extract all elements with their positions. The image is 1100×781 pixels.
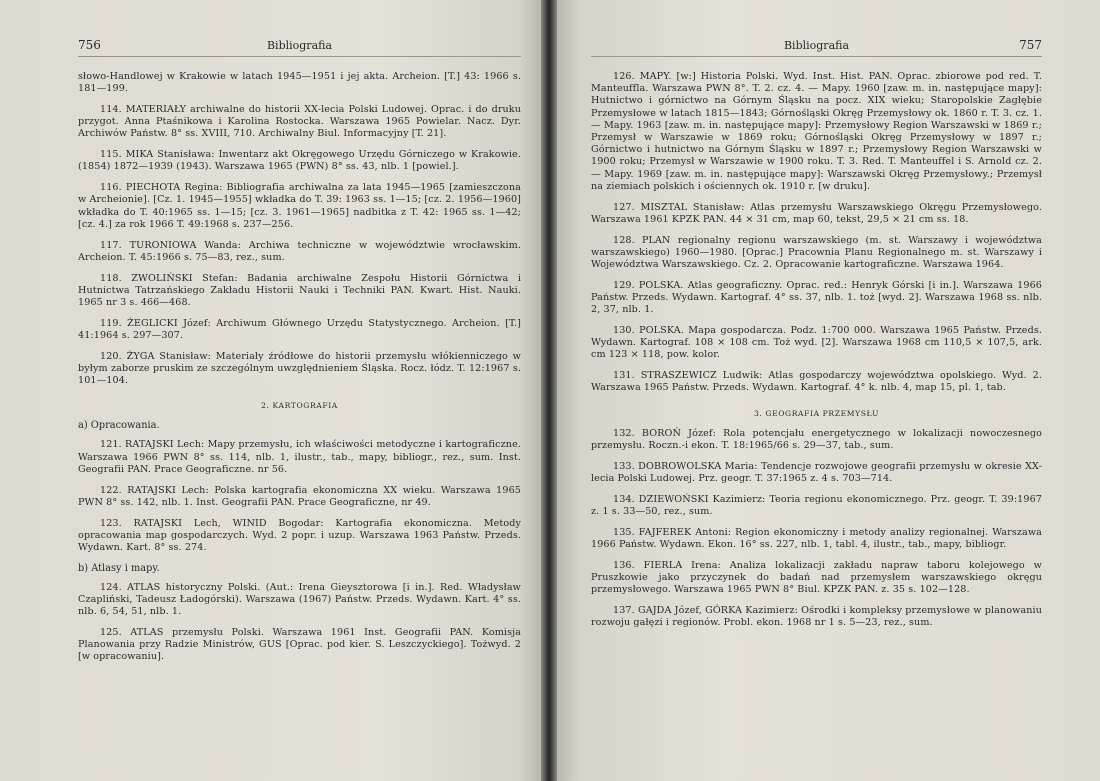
page-number: 757 [1019, 38, 1042, 52]
left-page-header [78, 38, 521, 57]
bibliography-entry: 118. ZWOLIŃSKI Stefan: Badania archiwalne Zespołu Historii Górnictwa i Hutnictwa Tatrzańskiego Zakładu Historii Nauki i Techniki PAN. Kwart. Hist. Nauki. 1965 nr 3 s. 466—468. [78, 272, 521, 309]
bibliography-entry: 135. FAJFEREK Antoni: Region ekonomiczny i metody analizy regionalnej. Warszawa 1966 Państw. Wydawn. Ekon. 16° ss. 227, nlb. 1, tabl. 4, ilustr., tab., mapy, bibliogr. [591, 526, 1042, 550]
bibliography-entry: 133. DOBROWOLSKA Maria: Tendencje rozwojowe geografii przemysłu w okresie XX-lecia Polski Ludowej. Prz. geogr. T. 37:1965 z. 4 s. 703—714. [591, 460, 1042, 484]
subsection-heading: a) Opracowania. [78, 420, 160, 432]
right-page [557, 0, 1100, 781]
bibliography-entry: 137. GAJDA Józef, GÓRKA Kazimierz: Ośrodki i kompleksy przemysłowe w planowaniu rozwoju gałęzi i regionów. Probl. ekon. 1968 nr 1 s. 5—23, rez., sum. [591, 604, 1042, 629]
left-page [0, 0, 541, 781]
page-number: 756 [78, 38, 101, 52]
right-page-header [591, 38, 1042, 57]
bibliography-entry: 136. FIERLA Irena: Analiza lokalizacji zakładu napraw taboru kolejowego w Pruszkowie jako przyczynek do badań nad przemysłem warszawskiego okręgu przemysłowego. Warszawa 1965 PWN 8° Biul. KPZK PAN. z. 35 s. 102—128. [591, 559, 1042, 596]
bibliography-entry: 128. PLAN regionalny regionu warszawskiego (m. st. Warszawy i województwa warszawskiego) 1960—1980. [Oprac.] Pracownia Planu Regionalnego m. st. Warszawy i Województwa Warszawskiego. Cz. 2. Opracowanie kartograficzne. Warszawa 1964. [591, 234, 1042, 271]
bibliography-entry: 119. ŻEGLICKI Józef: Archiwum Głównego Urzędu Statystycznego. Archeion. [T.] 41:1964 s. 297—307. [78, 317, 521, 342]
bibliography-entry: słowo-Handlowej w Krakowie w latach 1945—1951 i jej akta. Archeion. [T.] 43: 1966 s. 181—199. [78, 71, 521, 95]
bibliography-entry: 132. BOROŃ Józef: Rola potencjału energetycznego w lokalizacji nowoczesnego przemysłu. Roczn.-i ekon. T. 18:1965/66 s. 29—37, tab., sum. [591, 427, 1042, 451]
bibliography-entry: 120. ŻYGA Stanisław: Materiały źródłowe do historii przemysłu włókienniczego w byłym zaborze pruskim ze szczególnym uwzględnieniem Śląska. Rocz. łódz. T. 12:1967 s. 101—104. [78, 350, 521, 387]
bibliography-entry: 131. STRASZEWICZ Ludwik: Atlas gospodarczy województwa opolskiego. Wyd. 2. Warszawa 1965 Państw. Przeds. Wydawn. Kartograf. 4° k. nlb. 4, map 15, pl. 1, tab. [591, 370, 1042, 394]
bibliography-entry: 117. TURONIOWA Wanda: Archiwa techniczne w województwie wrocławskim. Archeion. T. 45:1966 s. 75—83, rez., sum. [78, 239, 521, 263]
bibliography-entry: 115. MIKA Stanisława: Inwentarz akt Okręgowego Urzędu Górniczego w Krakowie. (1854) 1872—1939 (1943). Warszawa 1965 (PWN) 8° ss. 43, nlb. 1 [powiel.]. [78, 149, 521, 173]
bibliography-entry: 123. RATAJSKI Lech, WINID Bogodar: Kartografia ekonomiczna. Metody opracowania map gospodarczych. Wyd. 2 popr. i uzup. Warszawa 1963 Państw. Przeds. Wydawn. Kart. 8° ss. 274. [78, 517, 521, 554]
section-heading: 3. GEOGRAFIA PRZEMYSŁU [753, 408, 880, 418]
bibliography-entry: 124. ATLAS historyczny Polski. (Aut.: Irena Gieysztorowa [i in.]. Red. Władysław Czapliński, Tadeusz Ładogórski). Warszawa (1967) Państw. Przeds. Wydawn. Kart. 4° ss. nlb. 6, 54, 51, nlb. 1. [78, 581, 521, 618]
bibliography-entry: 134. DZIEWOŃSKI Kazimierz: Teoria regionu ekonomicznego. Prz. geogr. T. 39:1967 z. 1 s. 33—50, rez., sum. [591, 493, 1042, 517]
bibliography-entry: 126. MAPY. [w:] Historia Polski. Wyd. Inst. Hist. PAN. Oprac. zbiorowe pod red. T. Manteuffla. Warszawa PWN 8°. T. 2. cz. 4. — Mapy. 1960 [zaw. m. in. następujące mapy]: Hutnictwo i górnictwo na Górnym Śląsku na pocz. XIX wieku; Staropolskie Zagłębie Przemysłowe w latach 1815—1843; Górnośląski Okręg Przemysłowy ok. 1860 r. T. 3. cz. 1. — Mapy. 1963 [zaw. m. in. następujące mapy]: Przemysłowy Region Warszawski w 1869 r.; Przemysł w Warszawie w 1869 roku; Górnośląski Okręg Przemysłowy w 1897 r.; Górnictwo i hutnictwo na Górnym Śląsku w 1897 r.; Przemysłowy Region Warszawski w 1900 roku; Przemysł w Warszawie w 1900 roku. T. 3. Red. T. Manteuffel i S. Arnold cz. 2. — Mapy. 1969 [zaw. m. in. następujące mapy]: Warszawski Okręg Przemysłowy.; Przemysł na ziemiach polskich i ościennych ok. 1910 r. [w druku]. [591, 71, 1042, 192]
running-title: Bibliografia [266, 39, 333, 52]
bibliography-entry: 125. ATLAS przemysłu Polski. Warszawa 1961 Inst. Geografii PAN. Komisja Planowania przy Radzie Ministrów, GUS [Oprac. pod kier. S. Leszczyckiego]. Tożwyd. 2 [w opracowaniu]. [78, 627, 521, 663]
bibliography-entry: 114. MATERIAŁY archiwalne do historii XX-lecia Polski Ludowej. Oprac. i do druku przygot. Anna Ptaśnikowa i Karolina Rostocka. Warszawa 1965 Powielar. Nacz. Dyr. Archiwów Państw. 8° ss. XVIII, 710. Archiwalny Biul. Informacyjny [T. 21]. [78, 104, 521, 140]
bibliography-entry: 116. PIECHOTA Regina: Bibliografia archiwalna za lata 1945—1965 [zamieszczona w Archeionie]. [Cz. 1. 1945—1955] wkładka do T. 39: 1963 ss. 1—15; [cz. 2. 1956—1960] wkładka do T. 40:1965 ss. 1—15; [cz. 3. 1961—1965] nadbitka z T. 42: 1965 ss. 1—42; [cz. 4.] za rok 1966 T. 49:1968 s. 237—256. [78, 182, 521, 230]
bibliography-entry: 130. POLSKA. Mapa gospodarcza. Podz. 1:700 000. Warszawa 1965 Państw. Przeds. Wydawn. Kartograf. 108 × 108 cm. Toż wyd. [2]. Warszawa 1968 cm 110,5 × 107,5, ark. cm 123 × 118, pow. kolor. [591, 325, 1042, 361]
running-title: Bibliografia [783, 39, 850, 52]
bibliography-entry: 129. POLSKA. Atlas geograficzny. Oprac. red.: Henryk Górski [i in.]. Warszawa 1966 Państw. Przeds. Wydawn. Kartograf. 4° ss. 37, nlb. 1. toż [wyd. 2]. Warszawa 1968 ss. nlb. 2, 37, nlb. 1. [591, 279, 1042, 316]
subsection-heading: b) Atlasy i mapy. [78, 562, 160, 574]
bibliography-entry: 122. RATAJSKI Lech: Polska kartografia ekonomiczna XX wieku. Warszawa 1965 PWN 8° ss. 142, nlb. 1. Inst. Geografii PAN. Prace Geograficzne, nr 49. [78, 484, 521, 508]
book-gutter [541, 0, 557, 781]
bibliography-entry: 127. MISZTAL Stanisław: Atlas przemysłu Warszawskiego Okręgu Przemysłowego. Warszawa 1961 KPZK PAN. 44 × 31 cm, map 60, tekst, 29,5 × 21 cm ss. 18. [591, 201, 1042, 225]
bibliography-entry: 121. RATAJSKI Lech: Mapy przemysłu, ich właściwości metodyczne i kartograficzne. Warszawa 1966 PWN 8° ss. 114, nlb. 1, ilustr., tab., mapy, bibliogr., rez., sum. Inst. Geografii PAN. Prace Geograficzne. nr 56. [78, 439, 521, 475]
section-heading: 2. KARTOGRAFIA [261, 401, 338, 411]
